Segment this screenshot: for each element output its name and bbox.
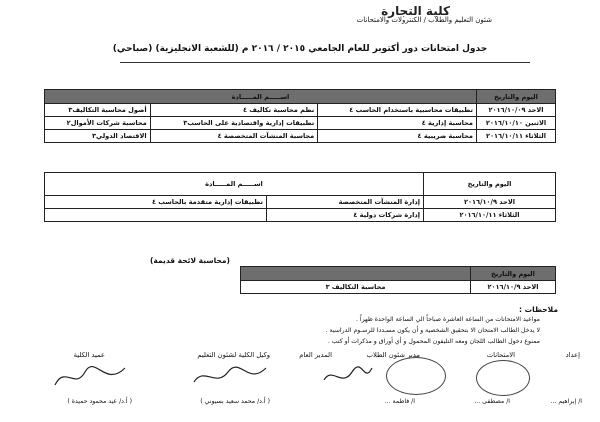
note-item: مواعيد الامتحانات من الساعة العاشرة صباحاً الي الساعة الواحدة ظهراً . <box>355 316 540 323</box>
row-date: الاحد ٢٠١٦/١٠/٠٩ <box>477 104 556 117</box>
header-date: اليوم والتاريخ <box>477 90 556 104</box>
row-date: الثلاثاء ٢٠١٦/١٠/١١ <box>424 209 556 222</box>
signature-label: الامتحانات <box>486 351 515 359</box>
signature-label: المدير العام <box>299 351 332 359</box>
signature-label: مدير شئون الطلاب <box>366 351 420 359</box>
row-date: الاثنين ٢٠١٦/١٠/١٠ <box>477 117 556 130</box>
note-item: لا يدخل الطالب الامتحان الا بتحقيق الشخصية و أن يكون مسـددا للرسـوم الدراسية . <box>325 327 540 334</box>
fold-line <box>120 62 530 77</box>
signature-label: إعداد <box>565 351 580 359</box>
row-subject: محاسبة شركات الأموال٢ <box>45 117 151 130</box>
signature-scribble-icon <box>190 362 270 392</box>
header-date: اليوم والتاريخ <box>471 267 556 281</box>
stamp-icon <box>386 357 446 395</box>
row-subject: الاقتصاد الدولي٣ <box>45 130 151 143</box>
row-subject <box>45 209 267 222</box>
signature-label: وكيل الكلية لشئون التعليم <box>197 351 270 359</box>
row-subject: تطبيقات إدارية واقتصادية على الحاسب٣ <box>150 117 318 130</box>
row-subject: إدارة شركات دولية ٤ <box>267 209 424 222</box>
signature-name: ا/ إبراهيم ... <box>550 398 582 405</box>
header-subject: اســـــم المـــــادة <box>45 90 477 104</box>
table-header-row <box>45 90 556 104</box>
signature-label: عميد الكلية <box>73 351 105 359</box>
row-subject: محاسبة إدارية ٤ <box>318 117 477 130</box>
section-title-old-regulation: (محاسبة لائحة قديمة) <box>150 256 230 265</box>
header-subject: اســـــم المـــــادة <box>45 173 424 196</box>
header-date: اليوم والتاريخ <box>424 173 556 196</box>
table-header-row <box>241 267 556 281</box>
page-title: جدول امتحانات دور أكتوبر للعام الجامعي ٢٠١٥ / ٢٠١٦ م (للشعبة الانجليزية) (صباحي) <box>112 44 488 54</box>
notes-title: ملاحظات : <box>518 305 558 314</box>
signature-name: ( أ.د/ محمد سعيد بسيوني ) <box>200 398 270 405</box>
row-subject: تطبيقات إدارية متقدمة بالحاسب ٤ <box>45 196 267 209</box>
note-item: ممنوع دخول الطالب اللجان ومعه التليفون المحمول و أي أوراق و مذكرات أو كتب . <box>327 338 540 345</box>
table-row <box>45 209 556 222</box>
signature-name: ( أ.د/ عيد محمود حميدة ) <box>67 398 132 405</box>
exam-table-old-regulation <box>240 266 556 294</box>
header-subject-blank <box>241 267 471 281</box>
table-header-row <box>45 173 556 196</box>
row-date: الاحد ٢٠١٦/١٠/٩ <box>471 281 556 294</box>
department-subheader: شئون التعليم والطلاب / الكنترولات والامتحانات <box>356 16 492 24</box>
row-subject: أصول محاسبة التكاليف٣ <box>45 104 151 117</box>
table-row <box>241 281 556 294</box>
row-subject: تطبيقات محاسبية باستخدام الحاسب ٤ <box>318 104 477 117</box>
row-date: الاحد ٢٠١٦/١٠/٩ <box>424 196 556 209</box>
college-logo-text: كلية التجارة <box>381 4 450 18</box>
signature-scribble-icon <box>320 362 375 392</box>
signature-name: ا/ فاطمة ... <box>384 398 415 405</box>
signature-scribble-icon <box>50 360 130 395</box>
exam-table-second <box>44 172 556 222</box>
table-row <box>45 104 556 117</box>
table-row <box>45 117 556 130</box>
table-row <box>45 130 556 143</box>
row-subject: محاسبة التكاليف ٣ <box>241 281 471 294</box>
table-row <box>45 196 556 209</box>
row-subject: محاسبة ضريبية ٤ <box>318 130 477 143</box>
row-date: الثلاثاء ٢٠١٦/١٠/١١ <box>477 130 556 143</box>
stamp-icon <box>476 360 530 396</box>
row-subject: محاسبة المنشآت المتخصصة ٤ <box>150 130 318 143</box>
row-subject: نظم محاسبة تكاليف ٤ <box>150 104 318 117</box>
exam-table-main <box>44 89 556 143</box>
row-subject: إدارة المنشآت المتخصصة <box>267 196 424 209</box>
signature-name: ا/ مصطفى ... <box>474 398 510 405</box>
